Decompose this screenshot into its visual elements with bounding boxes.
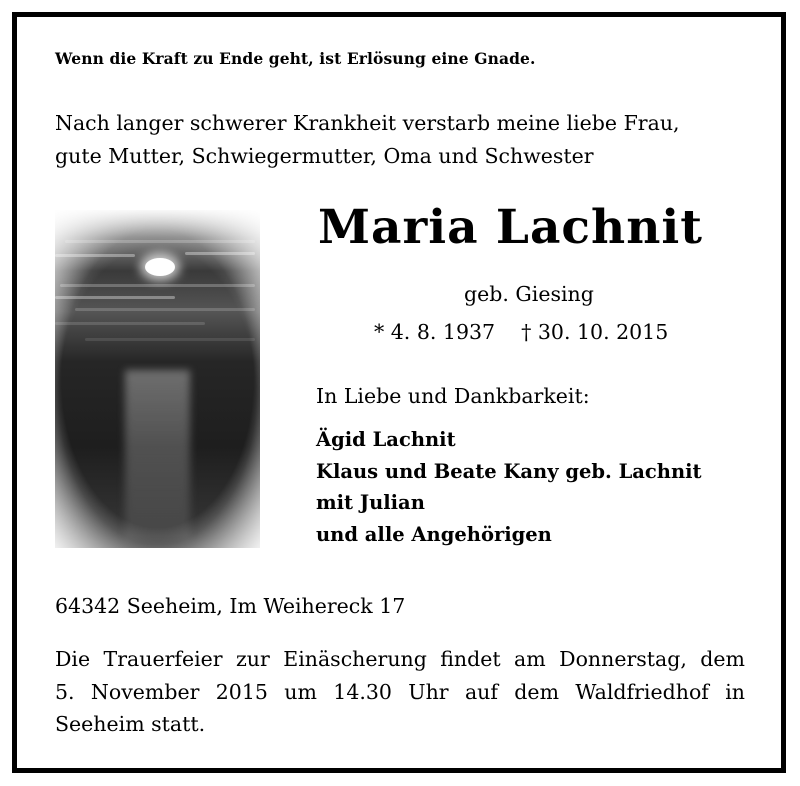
mourner-1: Ägid Lachnit (316, 428, 456, 451)
death-date: † 30. 10. 2015 (521, 320, 669, 344)
motto: Wenn die Kraft zu Ende geht, ist Erlösung eine Gnade. (55, 49, 536, 68)
ceremony-notice (55, 643, 745, 741)
sunset-over-sea-photo (55, 210, 260, 548)
deceased-name: Maria Lachnit (318, 200, 703, 255)
life-dates (374, 320, 668, 344)
mourners-list (316, 424, 702, 550)
birth-date: * 4. 8. 1937 (374, 320, 496, 344)
thanks-line: In Liebe und Dankbarkeit: (316, 384, 590, 408)
intro-text (55, 107, 680, 173)
mourner-2: Klaus und Beate Kany geb. Lachnit (316, 459, 702, 483)
intro-line-1: Nach langer schwerer Krankheit verstarb meine liebe Frau, (55, 111, 680, 135)
intro-line-2: gute Mutter, Schwiegermutter, Oma und Schwester (55, 144, 594, 168)
ceremony-line-2: 5. November 2015 um 14.30 Uhr auf dem Waldfriedhof in (55, 679, 745, 704)
ceremony-line-1: Die Trauerfeier zur Einäscherung findet am Donnerstag, dem (55, 647, 745, 671)
ceremony-line-3: Seeheim statt. (55, 712, 206, 736)
mourner-3: mit Julian (316, 491, 425, 514)
maiden-name: geb. Giesing (464, 282, 594, 306)
address: 64342 Seeheim, Im Weihereck 17 (55, 594, 406, 618)
mourner-4: und alle Angehörigen (316, 522, 552, 546)
